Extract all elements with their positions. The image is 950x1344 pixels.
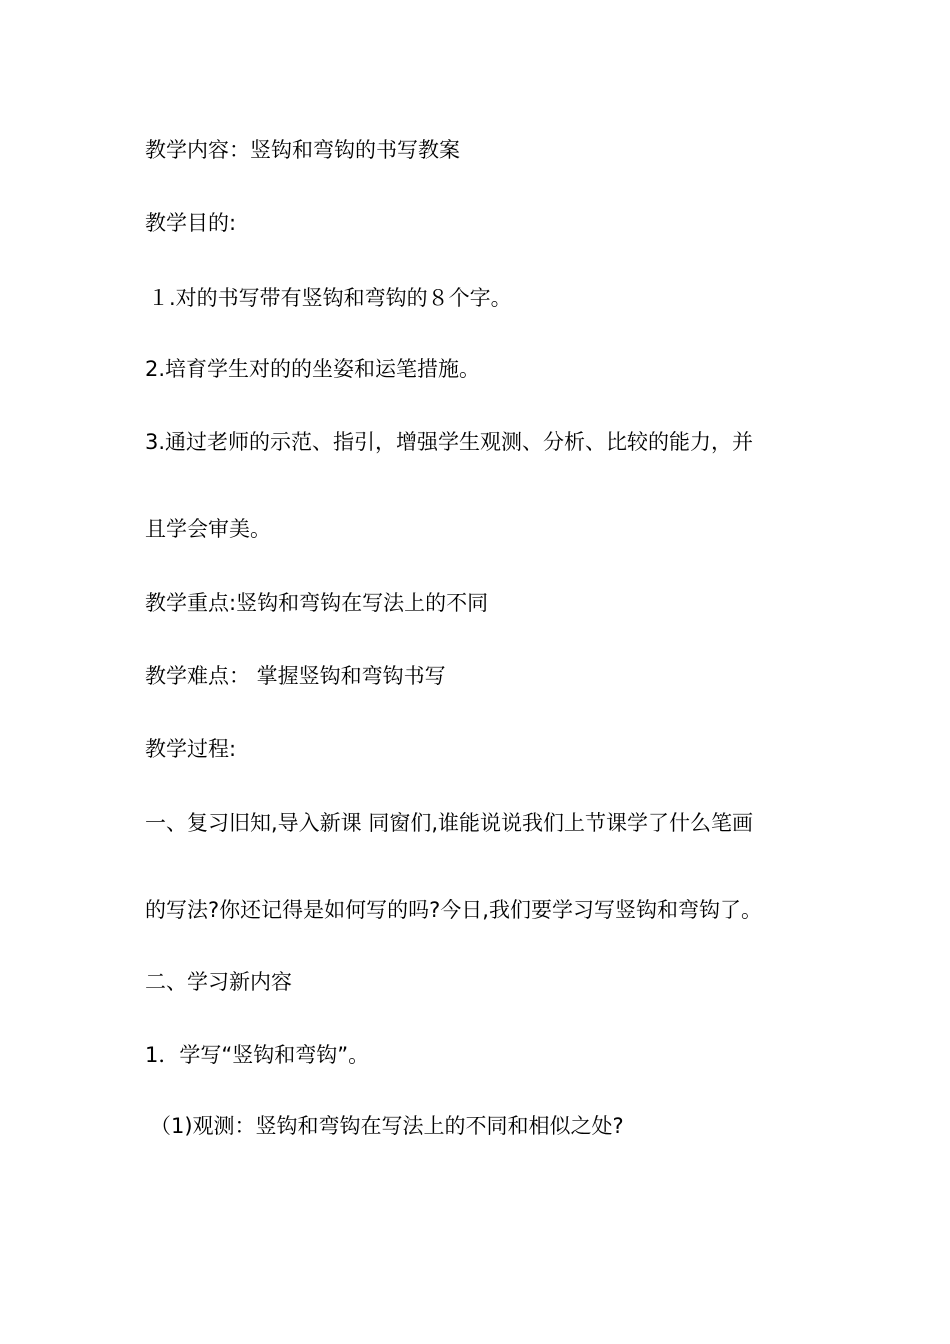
objective-1: １.对的书写带有竖钩和弯钩的８个字。 [148,286,512,310]
objectives-heading: 教学目的: [145,211,237,235]
objective-2: 2.培育学生对的的坐姿和运笔措施。 [145,357,481,381]
lesson-content-line: 教学内容：竖钩和弯钩的书写教案 [145,138,460,162]
section-2-heading: 二、学习新内容 [145,970,292,994]
key-points: 教学重点:竖钩和弯钩在写法上的不同 [145,591,489,615]
objective-3: 3.通过老师的示范、指引，增强学生观测、分析、比较的能力，并 [145,430,754,454]
step-1-observe: （1)观测：竖钩和弯钩在写法上的不同和相似之处? [150,1114,624,1138]
difficult-points: 教学难点： 掌握竖钩和弯钩书写 [145,664,446,688]
objective-3-continued: 且学会审美。 [145,517,271,541]
section-1-continued: 的写法?你还记得是如何写的吗?今日,我们要学习写竖钩和弯钩了。 [145,898,762,922]
process-heading: 教学过程: [145,737,237,761]
section-1-review: 一、复习旧知,导入新课 同窗们,谁能说说我们上节课学了什么笔画 [145,811,754,835]
step-1-heading: 1．学写“竖钩和弯钩”。 [145,1043,370,1067]
